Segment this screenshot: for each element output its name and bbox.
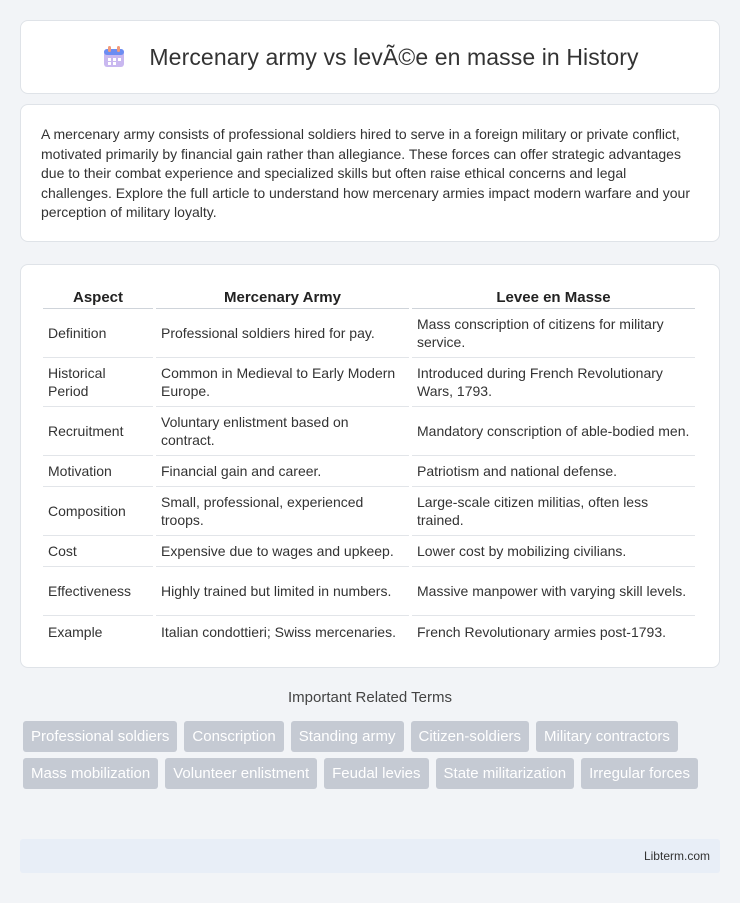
related-terms-heading: Important Related Terms bbox=[288, 689, 452, 706]
table-cell: Introduced during French Revolutionary Wars, 1793. bbox=[412, 358, 695, 407]
table-cell: Historical Period bbox=[43, 358, 153, 407]
related-term-tag[interactable]: Irregular forces bbox=[581, 758, 698, 789]
table-row bbox=[43, 456, 695, 487]
table-cell: Small, professional, experienced troops. bbox=[156, 487, 409, 536]
intro-text: A mercenary army consists of professional soldiers hired to serve in a foreign military or private conflict, motivated primarily by financial gain rather than allegiance. These forces can offer strategic advantages due to their combat experience and specialized skills but often raise ethical concerns and legal challenges. Explore the full article to understand how mercenary armies impact modern warfare and your perception of military loyalty. bbox=[41, 126, 690, 221]
footer bbox=[20, 839, 720, 873]
related-term-tag[interactable]: Professional soldiers bbox=[23, 721, 177, 752]
related-term-tag[interactable]: Conscription bbox=[184, 721, 283, 752]
related-term-tag[interactable]: State militarization bbox=[436, 758, 575, 789]
intro-card bbox=[20, 104, 720, 242]
related-term-tag[interactable]: Standing army bbox=[291, 721, 404, 752]
table-row bbox=[43, 616, 695, 647]
table-row bbox=[43, 487, 695, 536]
table-cell: Highly trained but limited in numbers. bbox=[156, 567, 409, 616]
table-cell: Financial gain and career. bbox=[156, 456, 409, 487]
title-card bbox=[20, 20, 720, 94]
table-cell: Italian condottieri; Swiss mercenaries. bbox=[161, 623, 396, 640]
table-cell: Mass conscription of citizens for military service. bbox=[412, 309, 695, 358]
table-cell: Recruitment bbox=[43, 407, 153, 456]
table-cell: Lower cost by mobilizing civilians. bbox=[412, 536, 695, 567]
comparison-table bbox=[40, 285, 698, 647]
table-cell: Common in Medieval to Early Modern Europe. bbox=[156, 358, 409, 407]
table-cell: Composition bbox=[43, 487, 153, 536]
table-cell: Cost bbox=[43, 536, 153, 567]
page-title: Mercenary army vs levÃ©e en masse in History bbox=[149, 43, 639, 70]
related-terms-list bbox=[23, 721, 723, 795]
related-term-tag[interactable]: Volunteer enlistment bbox=[165, 758, 317, 789]
footer-site-link[interactable]: Libterm.com bbox=[643, 849, 710, 863]
table-cell: Effectiveness bbox=[43, 567, 153, 616]
table-row bbox=[43, 358, 695, 407]
table-cell: Massive manpower with varying skill levels. bbox=[412, 567, 695, 616]
related-term-tag[interactable]: Citizen-soldiers bbox=[411, 721, 530, 752]
table-cell: Large-scale citizen militias, often less trained. bbox=[412, 487, 695, 536]
table-row bbox=[43, 536, 695, 567]
table-header: Aspect bbox=[43, 285, 153, 309]
table-row bbox=[43, 407, 695, 456]
comparison-card bbox=[20, 264, 720, 668]
table-cell: Patriotism and national defense. bbox=[412, 456, 695, 487]
table-cell: Voluntary enlistment based on contract. bbox=[156, 407, 409, 456]
table-cell: Example bbox=[48, 623, 103, 640]
table-header: Mercenary Army bbox=[156, 285, 409, 309]
table-cell: French Revolutionary armies post-1793. bbox=[417, 623, 667, 640]
table-row bbox=[43, 309, 695, 358]
table-row bbox=[43, 567, 695, 616]
table-cell: Definition bbox=[43, 309, 153, 358]
table-cell: Mandatory conscription of able-bodied men. bbox=[412, 407, 695, 456]
related-term-tag[interactable]: Military contractors bbox=[536, 721, 678, 752]
calendar-icon bbox=[101, 44, 127, 70]
related-term-tag[interactable]: Feudal levies bbox=[324, 758, 428, 789]
table-cell: Motivation bbox=[43, 456, 153, 487]
table-cell: Professional soldiers hired for pay. bbox=[156, 309, 409, 358]
table-cell: Expensive due to wages and upkeep. bbox=[156, 536, 409, 567]
table-header: Levee en Masse bbox=[412, 285, 695, 309]
related-term-tag[interactable]: Mass mobilization bbox=[23, 758, 158, 789]
